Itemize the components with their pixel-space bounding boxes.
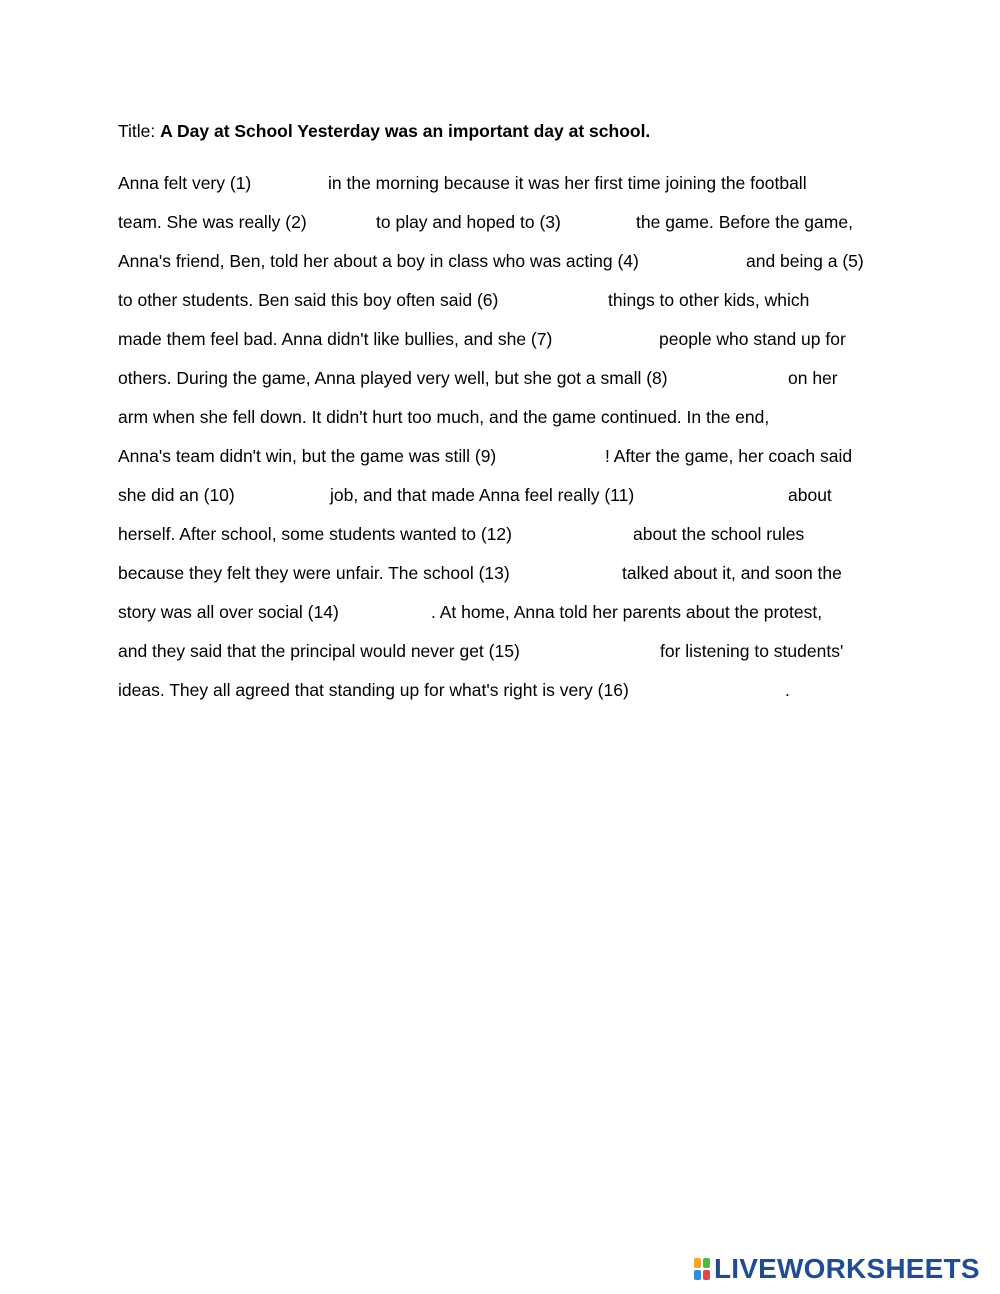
passage-text: about — [788, 485, 832, 505]
passage-text: job, and that made Anna feel really (11) — [330, 485, 635, 505]
title-text: A Day at School Yesterday was an important day at school. — [160, 121, 651, 141]
passage-line — [118, 483, 918, 522]
passage-text: arm when she fell down. It didn't hurt too much, and the game continued. In the end, — [118, 407, 770, 427]
passage-text: and they said that the principal would never get (15) — [118, 641, 520, 661]
passage-line — [118, 522, 918, 561]
passage-text: talked about it, and soon the — [622, 563, 842, 583]
passage-line — [118, 405, 918, 444]
passage — [118, 171, 918, 717]
passage-line — [118, 678, 918, 717]
passage-text: ! After the game, her coach said — [605, 446, 853, 466]
passage-text: herself. After school, some students wanted to (12) — [118, 524, 512, 544]
passage-text: Anna's team didn't win, but the game was still (9) — [118, 446, 497, 466]
passage-text: people who stand up for — [659, 329, 846, 349]
passage-line — [118, 600, 918, 639]
passage-text: Anna felt very (1) — [118, 173, 252, 193]
passage-line — [118, 210, 918, 249]
passage-line — [118, 561, 918, 600]
liveworksheets-logo-icon — [694, 1258, 710, 1280]
passage-line — [118, 327, 918, 366]
passage-text: for listening to students' — [660, 641, 844, 661]
passage-line — [118, 249, 918, 288]
passage-line — [118, 288, 918, 327]
passage-text: Anna's friend, Ben, told her about a boy in class who was acting (4) — [118, 251, 639, 271]
passage-line — [118, 366, 918, 405]
passage-text: team. She was really (2) — [118, 212, 307, 232]
passage-text: others. During the game, Anna played very well, but she got a small (8) — [118, 368, 668, 388]
passage-text: . — [785, 680, 790, 700]
passage-text: about the school rules — [633, 524, 805, 544]
passage-text: in the morning because it was her first time joining the football — [328, 173, 807, 193]
passage-text: because they felt they were unfair. The school (13) — [118, 563, 510, 583]
passage-text: and being a (5) — [746, 251, 864, 271]
passage-text: on her — [788, 368, 838, 388]
passage-line — [118, 444, 918, 483]
passage-text: story was all over social (14) — [118, 602, 339, 622]
passage-text: she did an (10) — [118, 485, 235, 505]
passage-text: to play and hoped to (3) — [376, 212, 561, 232]
passage-text: to other students. Ben said this boy often said (6) — [118, 290, 499, 310]
passage-text: things to other kids, which — [608, 290, 810, 310]
passage-text: ideas. They all agreed that standing up for what's right is very (16) — [118, 680, 629, 700]
title-prefix: Title: — [118, 121, 161, 141]
worksheet-title — [118, 119, 650, 143]
passage-text: made them feel bad. Anna didn't like bullies, and she (7) — [118, 329, 553, 349]
passage-line — [118, 171, 918, 210]
passage-line — [118, 639, 918, 678]
liveworksheets-logo — [690, 1255, 990, 1283]
logo-text: LIVEWORKSHEETS — [714, 1253, 980, 1284]
passage-text: the game. Before the game, — [636, 212, 853, 232]
passage-text: . At home, Anna told her parents about the protest, — [431, 602, 823, 622]
